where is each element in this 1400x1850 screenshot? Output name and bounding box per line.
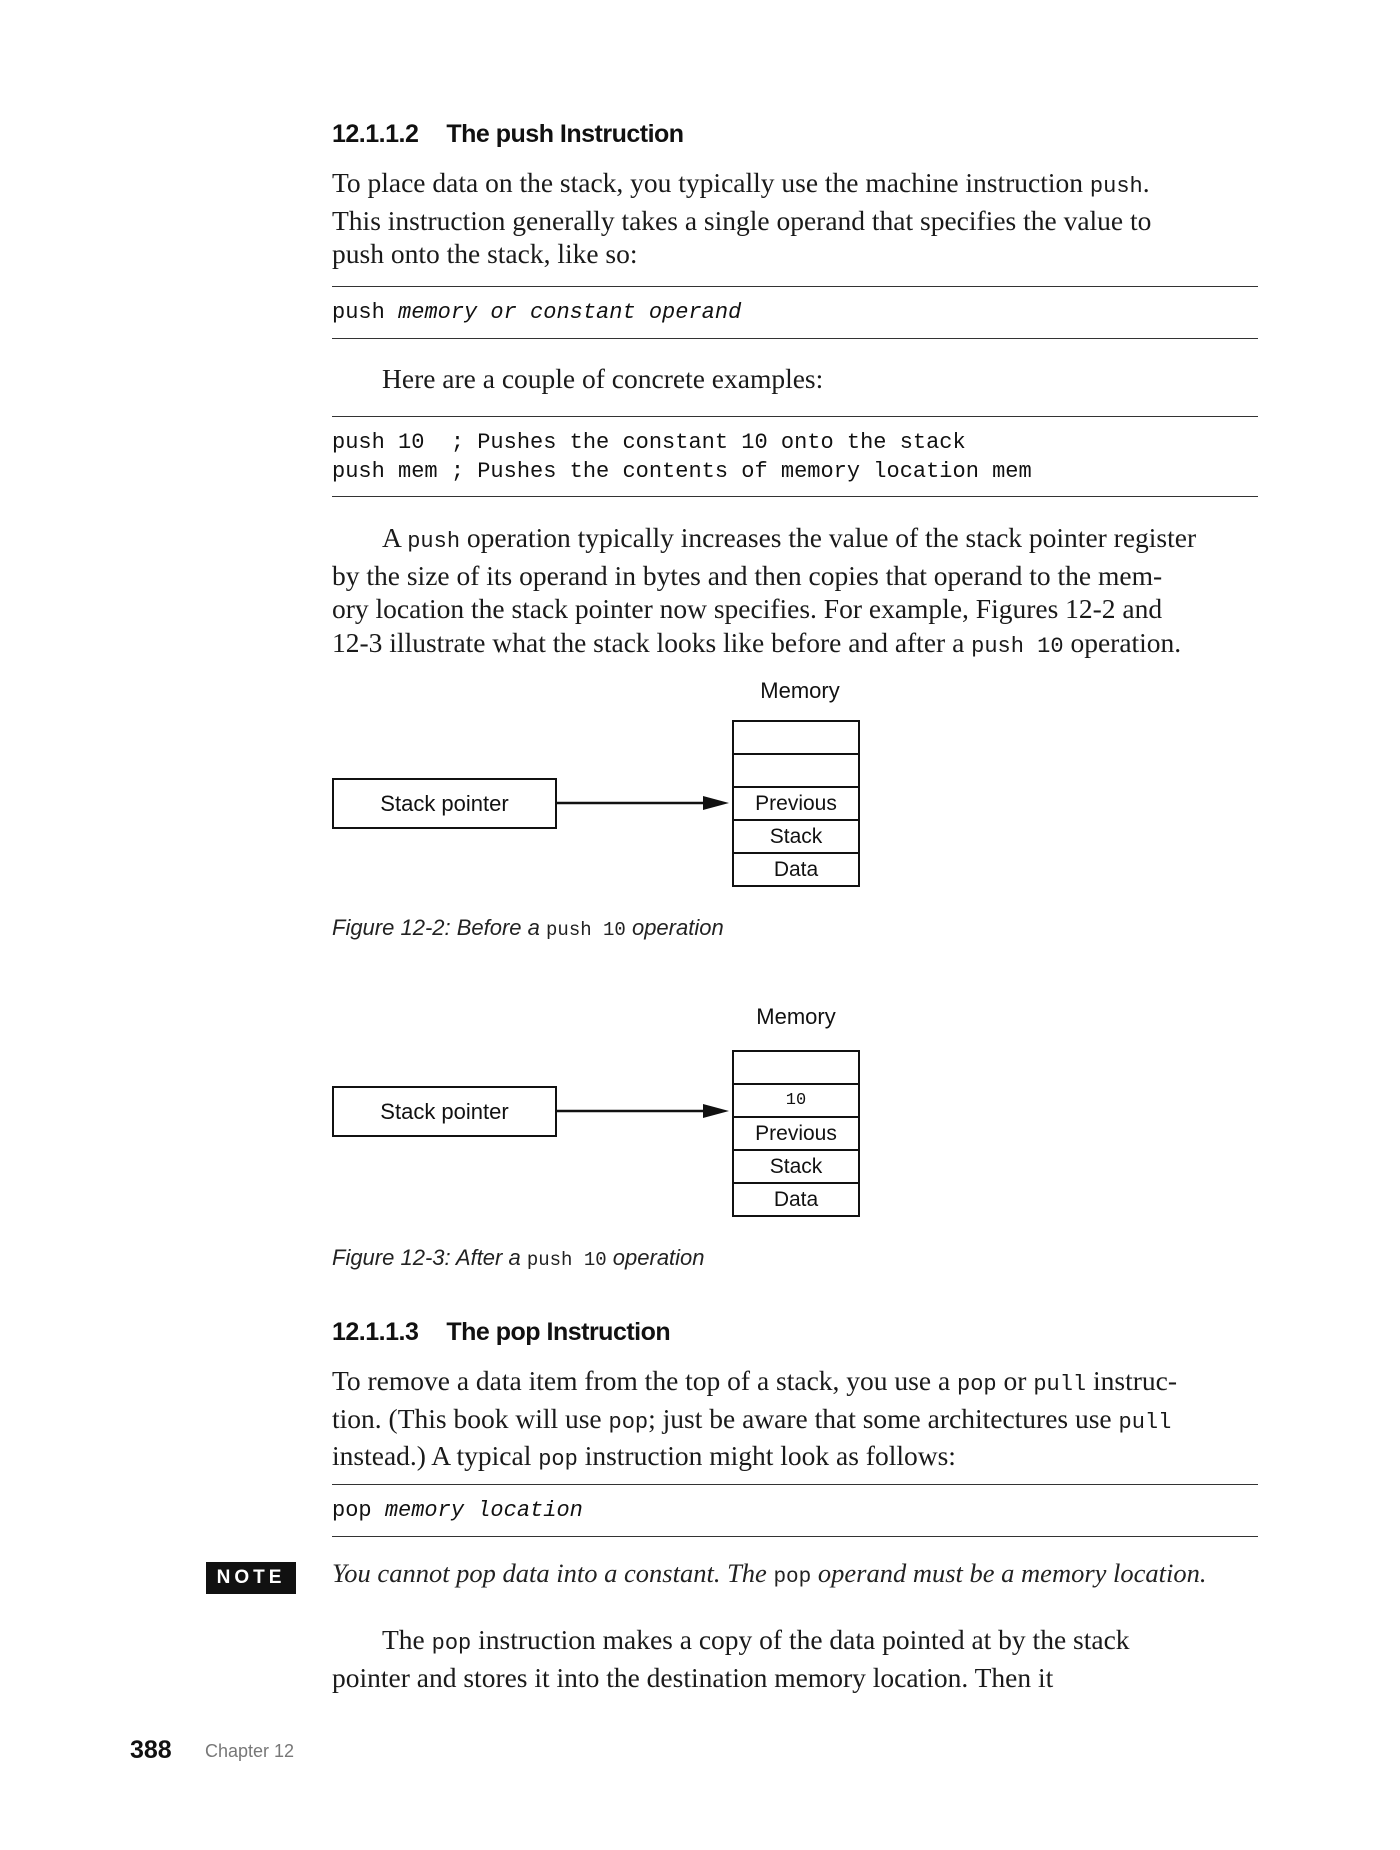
push-syntax-code [332, 298, 741, 327]
text-line: push onto the stack, like so: [332, 238, 638, 269]
code-rule-top [332, 286, 1258, 287]
text-run: You cannot pop data into a constant. The [332, 1558, 774, 1588]
push-examples-code [332, 428, 1032, 486]
section-title: The push Instruction [446, 120, 684, 148]
text-run: 12-3 illustrate what the stack looks like before and after a [332, 626, 972, 658]
code-line: push mem ; Pushes the contents of memory location mem [332, 459, 1032, 484]
push-explain-paragraph [332, 521, 1260, 663]
inline-code: push [1089, 174, 1143, 199]
section-heading-pop [332, 1318, 670, 1347]
caption-text: operation [625, 915, 724, 940]
section-title: The pop Instruction [446, 1318, 671, 1346]
memory-label: Memory [756, 1004, 836, 1029]
code-rule-top [332, 1484, 1258, 1485]
pop-syntax-code [332, 1496, 583, 1525]
text-run: To place data on the stack, you typically use the machine instruction [332, 167, 1090, 198]
section-heading-push [332, 120, 684, 149]
memory-cell: Previous [732, 786, 860, 821]
text-run: operand must be a memory location. [811, 1558, 1207, 1588]
inline-code: pop [608, 1409, 649, 1435]
text-run: instead.) A typical [332, 1440, 539, 1471]
caption-code: push 10 [546, 919, 626, 941]
memory-cell: 10 [732, 1083, 860, 1118]
text-run: instruc- [1086, 1365, 1178, 1396]
note-text [332, 1558, 1272, 1589]
pointer-arrow [555, 790, 735, 816]
caption-text: Figure 12-3: After a [332, 1245, 527, 1270]
memory-cell: Previous [732, 1116, 860, 1151]
stack-pointer-box: Stack pointer [332, 778, 557, 829]
memory-label: Memory [760, 678, 840, 703]
code-rule-top [332, 416, 1258, 417]
code-op: pop [332, 1498, 372, 1523]
text-run: operation typically increases the value of the stack pointer register [460, 522, 1197, 553]
inline-code: pull [1033, 1372, 1087, 1397]
text-run: A [382, 522, 408, 553]
text-line: Here are a couple of concrete examples: [382, 363, 824, 394]
inline-code: pop [957, 1372, 997, 1397]
inline-code: push [407, 529, 461, 554]
text-line: This instruction generally takes a single operand that specifies the value to [332, 204, 1152, 236]
caption-code: push 10 [526, 1249, 607, 1271]
code-rule-bottom [332, 1536, 1258, 1537]
examples-intro [332, 362, 1260, 396]
memory-cell: Stack [732, 819, 860, 854]
memory-cell [732, 720, 860, 755]
text-line: by the size of its operand in bytes and then copies that operand to the mem- [332, 559, 1163, 591]
memory-cell [732, 1050, 860, 1085]
inline-code: pop [431, 1631, 472, 1656]
text-run: operation. [1063, 626, 1182, 658]
memory-cell: Data [732, 1182, 860, 1217]
code-rule-bottom [332, 338, 1258, 339]
stack-pointer-box: Stack pointer [332, 1086, 557, 1137]
text-line: pointer and stores it into the destination memory location. Then it [332, 1661, 1054, 1693]
pointer-arrow [555, 1098, 735, 1124]
text-line: ory location the stack pointer now specifies. For example, Figures 12-2 and [332, 593, 1163, 624]
inline-code: pull [1118, 1409, 1172, 1435]
page-number: 388 [130, 1736, 172, 1764]
code-operand: memory or constant operand [398, 300, 742, 325]
inline-code: pop [538, 1447, 578, 1472]
code-rule-bottom [332, 496, 1258, 497]
caption-text: operation [606, 1245, 705, 1270]
text-run: The [382, 1624, 432, 1655]
pop-final-paragraph [332, 1623, 1260, 1694]
code-op: push [332, 300, 385, 325]
text-run: tion. (This book will use [332, 1402, 609, 1434]
text-run: To remove a data item from the top of a stack, you use a [332, 1365, 958, 1396]
code-operand: memory location [384, 1498, 583, 1523]
note-badge: NOTE [206, 1562, 296, 1594]
figure-caption [332, 915, 724, 941]
text-run: . [1142, 167, 1150, 198]
text-run: ; just be aware that some architectures use [648, 1402, 1119, 1434]
section-number: 12.1.1.2 [332, 120, 419, 148]
memory-cell: Data [732, 852, 860, 887]
figure-caption [332, 1245, 705, 1271]
text-run: instruction might look as follows: [577, 1440, 956, 1471]
code-line: push 10 ; Pushes the constant 10 onto the stack [332, 430, 966, 455]
memory-cell [732, 753, 860, 788]
text-run: or [996, 1365, 1034, 1396]
memory-cell: Stack [732, 1149, 860, 1184]
push-intro-paragraph [332, 166, 1260, 271]
inline-code: push 10 [971, 633, 1064, 659]
section-number: 12.1.1.3 [332, 1318, 419, 1346]
chapter-label: Chapter 12 [205, 1741, 295, 1761]
inline-code: pop [773, 1566, 812, 1589]
caption-text: Figure 12-2: Before a [332, 915, 547, 940]
pop-intro-paragraph [332, 1364, 1260, 1477]
text-run: instruction makes a copy of the data pointed at by the stack [471, 1624, 1130, 1655]
